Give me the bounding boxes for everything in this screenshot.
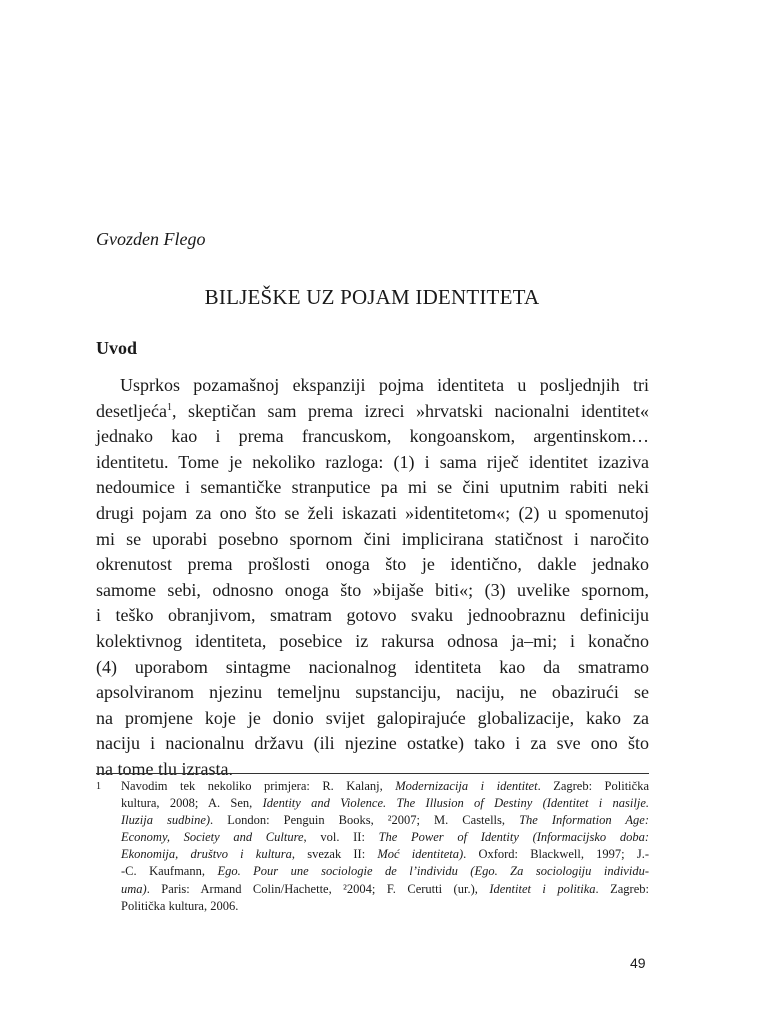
footnote-line: uma). Paris: Armand Colin/Hachette, ²2004; F. Cerutti (ur.), Identitet i politika. Zagreb: (121, 881, 649, 896)
footnote-line: Ekonomija, društvo i kultura, svezak II: Moć identiteta). Oxford: Blackwell, 1997; J.- (121, 847, 649, 862)
body-line: na tome tlu izrasta. (96, 758, 233, 779)
body-line: na promjene koje je donio svijet galopirajuće globalizacije, kako za (96, 707, 649, 728)
body-line: okrenutost prema prošlosti onoga što je identično, dakle jednako (96, 554, 649, 575)
footnote-mark: 1 (96, 781, 101, 792)
page-number: 49 (630, 955, 646, 971)
footnote-reference[interactable]: 1 (166, 401, 172, 413)
footnote-line: Navodim tek nekoliko primjera: R. Kalanj, Modernizacija i identitet. Zagreb: Politička (121, 779, 650, 793)
footnote-divider (96, 773, 649, 774)
body-line: i teško obranjivom, smatram gotovo svaku jednoobraznu definiciju (96, 605, 649, 626)
body-line: apsolviranom njezinu temeljnu supstanciju, naciju, ne obazirući se (96, 682, 649, 703)
body-line: desetljeća$^1$, skeptičan sam prema izreci »hrvatski nacionalni identitet« (96, 400, 649, 421)
body-line: identitetu. Tome je nekoliko razloga: (1) i sama riječ identitet izaziva (96, 451, 649, 472)
body-line: samome sebi, odnosno onoga što »bijaše biti«; (3) uvelike spornom, (96, 579, 649, 600)
body-line: naciju i nacionalnu državu (ili njezine ostatke) tako i za sve ono što (96, 733, 649, 754)
body-line: mi se uporabi posebno spornom čini implicirana statičnost i naročito (96, 528, 649, 549)
body-line: kolektivnog identiteta, posebice iz rakursa odnosa ja–mi; i konačno (96, 630, 649, 651)
footnote-line: Economy, Society and Culture, vol. II: The Power of Identity (Informacijsko doba: (121, 830, 649, 845)
footnote-body (121, 778, 649, 915)
body-line: nedoumice i semantičke stranputice pa mi se čini uputnim rabiti neki (96, 477, 649, 498)
footnote-line: kultura, 2008; A. Sen, Identity and Violence. The Illusion of Destiny (Identitet i nasilje. (121, 796, 649, 811)
footnote-line: -C. Kaufmann, Ego. Pour une sociologie de l’individu (Ego. Za sociologiju individu- (121, 864, 649, 879)
section-heading: Uvod (96, 338, 138, 358)
footnote-line: Politička kultura, 2006. (121, 898, 239, 913)
body-line: Usprkos pozamašnoj ekspanziji pojma identiteta u posljednjih tri (120, 375, 649, 395)
footnote (96, 778, 649, 915)
body-line: drugi pojam za ono što se želi iskazati »identitetom«; (2) u spomenutoj (96, 502, 649, 523)
footnote-line: Iluzija sudbine). London: Penguin Books, ²2007; M. Castells, The Information Age: (121, 813, 650, 828)
body-line: jednako kao i prema francuskom, kongoanskom, argentinskom… (96, 426, 649, 447)
body-line: (4) uporabom sintagme nacionalnog identiteta kao da smatramo (96, 656, 649, 677)
body-text (96, 373, 649, 783)
author-name: Gvozden Flego (96, 229, 206, 249)
chapter-title: BILJEŠKE UZ POJAM IDENTITETA (204, 285, 540, 309)
